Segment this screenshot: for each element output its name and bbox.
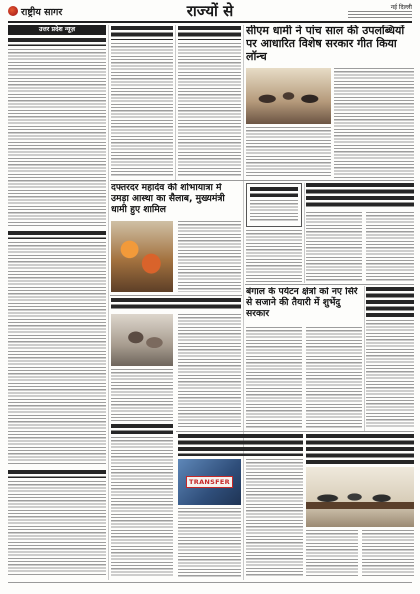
boxed-brief	[246, 183, 302, 227]
article-body-text	[8, 49, 106, 227]
section-rule	[110, 180, 414, 181]
dateline-city: नई दिल्ली	[390, 4, 412, 11]
headline-text	[178, 434, 303, 456]
headline-text	[306, 434, 414, 464]
article-body-text	[366, 320, 414, 429]
article-body-text	[306, 212, 362, 282]
section-title: राज्यों से	[186, 2, 234, 20]
article-body-text	[8, 242, 106, 466]
headline-bengal-tourism: बंगाल के पर्यटन क्षेत्रों को नए सिरे से सजाने की तैयारी में शुभेंदु सरकार	[246, 287, 358, 319]
headline-text	[178, 26, 241, 40]
article-body-text	[111, 369, 173, 421]
news-photo-meeting	[306, 467, 414, 527]
article-body-text	[178, 221, 241, 292]
news-photo-transfer	[178, 459, 241, 505]
headline-text	[250, 187, 298, 197]
header-rule	[8, 21, 412, 23]
headline-text	[111, 424, 173, 434]
column-header: उत्तर प्रदेश न्यूज़	[8, 25, 106, 35]
article-body-text	[111, 437, 173, 577]
article-body-text	[306, 530, 358, 577]
article-body-text	[246, 459, 303, 577]
article-body-text	[178, 508, 241, 577]
article-body-text	[178, 314, 241, 428]
headline-text	[366, 287, 414, 317]
dateline-details	[348, 11, 412, 18]
headline-mahadev-procession: दफ्तरदर महादेव की शोभायात्रा में उमड़ा आस्था का सैलाब, मुख्यमंत्री धामी हुए शामिल	[111, 183, 225, 215]
article-body-text	[8, 481, 106, 577]
headline-text	[8, 38, 106, 46]
article-body-text	[246, 327, 302, 429]
column-rule	[364, 286, 365, 431]
article-body-text	[178, 43, 241, 177]
headline-dhami-song: सीएम धामी ने पांच साल की उपलब्धियों पर आधारित विशेष सरकार गीत किया लॉन्च	[246, 25, 405, 63]
article-body-text	[250, 200, 298, 222]
column-rule	[243, 25, 244, 580]
section-rule	[176, 431, 414, 432]
column-rule	[304, 183, 305, 283]
article-body-text	[306, 327, 362, 429]
article-body-text	[246, 127, 331, 178]
headline-text	[306, 183, 414, 209]
masthead-title: राष्ट्रीय सागर	[21, 7, 63, 18]
article-body-text	[111, 43, 173, 177]
section-rule	[110, 295, 242, 296]
news-photo-event	[111, 314, 173, 366]
headline-text	[111, 26, 173, 40]
article-body-text	[366, 212, 414, 282]
news-photo-procession	[111, 221, 173, 292]
headline-text	[8, 231, 106, 239]
article-body-text	[334, 68, 414, 178]
headline-text	[111, 298, 241, 311]
news-photo-dhami-event	[246, 68, 331, 124]
transfer-sign-text: TRANSFER	[186, 476, 233, 488]
footer-rule	[8, 582, 412, 583]
headline-text	[8, 470, 106, 478]
column-rule	[175, 25, 176, 180]
column-rule	[108, 25, 109, 580]
article-body-text	[362, 530, 414, 577]
section-rule	[245, 284, 414, 285]
article-body-text	[246, 230, 302, 282]
masthead-logo	[8, 6, 18, 16]
